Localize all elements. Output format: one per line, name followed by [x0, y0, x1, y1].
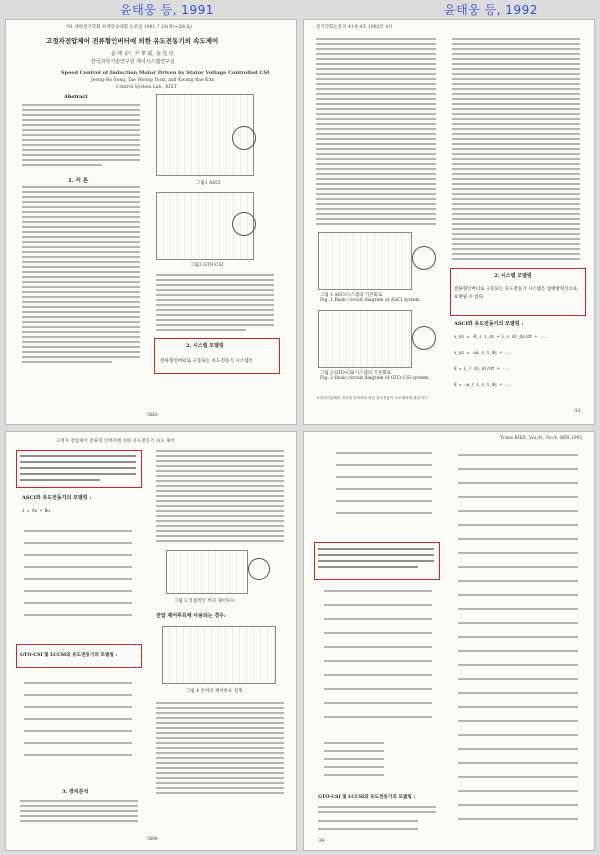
equation-4: 0 = -ω_r L_s i_ds + ...	[454, 382, 512, 387]
equation-3: 0 = L_r di_dr/dt + ...	[454, 366, 510, 371]
figure4-caption: 그림 4 인버터 제어루프 설계	[186, 689, 243, 694]
figure-inverter-control-loop	[162, 626, 276, 684]
section2-heading: 2. 시스템 모델링	[494, 273, 532, 279]
running-header: 고정자 전압제어 전류형 인버터에 의한 유도전동기 속도 제어	[56, 439, 175, 444]
journal-header: Trans KIEE, Vol.41, No.4, APR.1992	[500, 436, 583, 441]
equation-2: v_qs = -ωL_s i_ds + ...	[454, 350, 512, 355]
motor-symbol-2	[232, 212, 256, 236]
figure2-caption: 그림2 GTO-CSI	[190, 263, 224, 268]
fig1-caption-en: Fig. 1 Basic circuit diagram of ASCI system	[320, 298, 420, 303]
authors-english: Jeong-Ho Song, Tae Woong Yoon, and Kwang Bae Kim	[91, 78, 215, 83]
affiliation-korean: 한국과학기술연구원 제어시스템연구실	[91, 59, 175, 65]
motor-symbol	[232, 126, 256, 150]
section2-heading: 2. 시스템 모델링	[186, 343, 224, 349]
paper-page-33	[304, 20, 594, 424]
control-loop-subhead: 전압 제어루프에 사용되는 경우:	[156, 613, 226, 619]
citation-label-right: 윤태웅 등, 1992	[444, 3, 538, 17]
page-number: 34	[318, 838, 325, 844]
fig2-caption-en: Fig. 2 Basic circuit diagram of GTO-CSI system	[320, 376, 429, 381]
parameter-list	[316, 738, 440, 790]
page-number: -583-	[146, 412, 159, 418]
figure1-caption: 그림1 ASCI	[196, 181, 221, 186]
motor-symbol	[248, 558, 270, 580]
paper-page-34	[304, 432, 594, 850]
state-eq-a: ẋ = Ax + Bu	[22, 508, 50, 513]
state-matrix-a	[20, 524, 138, 634]
page-number: 33	[574, 408, 581, 414]
section3-heading: 3. 장치분석	[62, 789, 89, 795]
highlighted-sentence: 전류형인버터로 구동되는 유도전동기 시스템은 상태방정식으로 표현될 수 있다.	[454, 287, 578, 300]
equation-block-top-left	[316, 448, 440, 538]
authors-korean: 윤 태 웅*, 尹 華 福, 金 光 培	[111, 51, 174, 57]
citation-label-left: 윤태웅 등, 1991	[120, 3, 214, 17]
equation-1: v_ds = -R_s i_ds + L_s di_ds/dt + ...	[454, 334, 548, 339]
figure3-caption: 그림 3 직접적인 부피 제어루프	[174, 599, 235, 604]
figure-asci-circuit	[318, 232, 412, 290]
fig1-caption-ko: 그림 1 ASCI시스템의 기본회로	[320, 293, 383, 298]
conference-header: '91 대한전기학회 하계학술대회 논문집 1991.7.18(목)~20(토)	[66, 25, 193, 30]
paper-title-english: Speed Control of Induction Motor Driven by Stator Voltage Controlled CSI	[61, 70, 270, 76]
page-footer: 고정자전압제어 전류형 인버터에 의한 유도전동기 속도제어에 관한 연구	[316, 396, 429, 400]
intro-heading: 1. 서 론	[68, 178, 89, 184]
paper-page-583	[6, 20, 296, 424]
figure-direct-control-loop	[166, 550, 248, 594]
asci-modeling-subhead: ASCI와 유도전동기의 모델링 :	[22, 495, 92, 501]
paper-page-584	[6, 432, 296, 850]
gto-modeling-subhead: GTO-CSI 및 LCCSI와 유도전동기의 모델링 :	[20, 653, 118, 658]
abstract-heading: Abstract	[64, 94, 88, 100]
figure-gto-csi-circuit	[318, 310, 412, 368]
asci-modeling-subhead: ASCI와 유도전동기의 모델링 :	[454, 321, 524, 327]
journal-header: 전기학회논문지 41권 4호 1992年 4月	[316, 25, 393, 30]
page-number: -584-	[146, 836, 159, 842]
motor-symbol	[412, 246, 436, 270]
fig2-caption-ko: 그림 2 GTO-CSI시스템의 기본회로	[320, 371, 391, 376]
affiliation-english: Control System Lab., KIST	[116, 85, 177, 90]
motor-symbol-2	[412, 326, 436, 350]
highlighted-sentence: 전류형인버터로 구동되는 유도전동기 시스템은	[160, 359, 254, 364]
equation-block-right	[454, 448, 586, 838]
state-matrix-a	[316, 584, 440, 734]
state-matrix-b	[20, 676, 138, 780]
gto-modeling-subhead: GTO-CSI 및 LCCSI와 유도전동기의 모델링 :	[318, 795, 416, 800]
paper-title-korean: 고정자전압제어 전류형인버터에 의한 유도전동기의 속도제어	[46, 37, 219, 45]
